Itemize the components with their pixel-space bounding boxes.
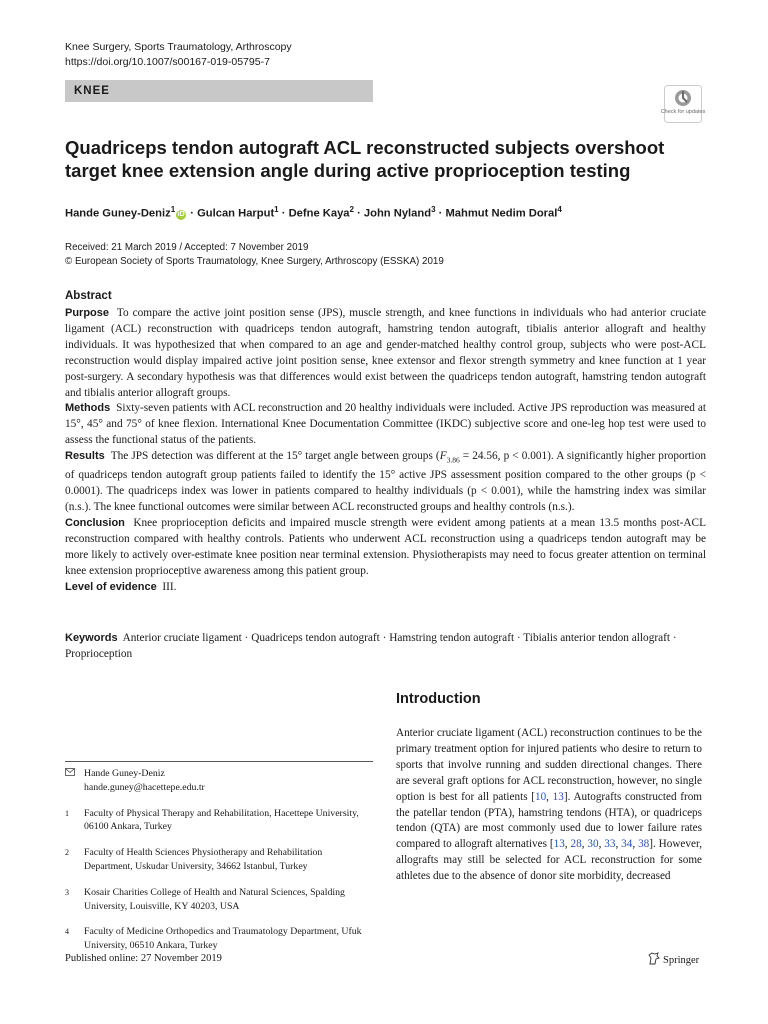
received-accepted: Received: 21 March 2019 / Accepted: 7 November 2019 <box>65 242 309 253</box>
conclusion-text: Knee proprioception deficits and impaired muscle strength were evident among patients at a mean 13.5 months post-ACL reconstruction compared with healthy controls. Patients who underwent ACL reconstruction using a quadriceps tendon autograft may be more likely to actively over-estimate knee position near terminal extension. Physiotherapists may need to focus greater attention on terminal knee extension proprioceptive awareness among this patient group. <box>65 517 706 577</box>
footnotes <box>65 767 370 965</box>
abstract-results <box>65 449 706 516</box>
corresponding-name: Hande Guney-Deniz <box>84 768 165 779</box>
affiliation-text: Faculty of Medicine Orthopedics and Traumatology Department, Ufuk University, 06510 Ankara, Turkey <box>84 926 362 952</box>
author-affiliation: 1 <box>274 205 279 214</box>
citation-link[interactable]: 38 <box>638 838 650 851</box>
orcid-icon[interactable]: iD <box>177 210 185 218</box>
affiliation <box>65 925 370 953</box>
author-name[interactable]: Gulcan Harput <box>197 207 275 220</box>
citation-link[interactable]: 13 <box>552 790 564 803</box>
author-name[interactable]: Mahmut Nedim Doral <box>445 207 558 220</box>
f-statistic: F <box>439 450 447 463</box>
purpose-text: To compare the active joint position sense (JPS), muscle strength, and knee functions in individuals who had anterior cruciate ligament (ACL) reconstruction with quadriceps tendon autograft, hamstring tendon autograft, tibialis anterior allograft and healthy individuals. It was hypothesized that when compared to an age and gender-matched healthy control group, subjects who were post-ACL reconstruction would display impaired active joint position sense, knee extensor and flexor strength symmetry and knee function at 1 year post-surgery. A secondary hypothesis was that differences would exist between the quadriceps tendon autograft, hamstring tendon autograft and tibialis anterior allograft groups. <box>65 307 706 399</box>
results-text-a: The JPS detection was different at the 15° target angle between groups ( <box>110 450 440 463</box>
keywords-label: Keywords <box>65 632 118 644</box>
citation-link[interactable]: 10 <box>534 790 547 803</box>
citation-link[interactable]: 34 <box>621 838 633 851</box>
journal-header <box>65 40 292 70</box>
corresponding-email[interactable]: hande.guney@hacettepe.edu.tr <box>84 781 205 793</box>
intro-text: ]. Autografts constructed from the patellar tendon (PTA), hamstring tendons (HTA), or quadriceps tendon (QTA) are most commonly used due to lower failure rates compared to allograft alternatives [ <box>396 790 703 851</box>
author-affiliation: 4 <box>557 205 562 214</box>
published-date: Published online: 27 November 2019 <box>65 953 222 964</box>
keywords <box>65 630 706 662</box>
conclusion-label: Conclusion <box>65 517 125 530</box>
affiliation-number: 2 <box>65 848 69 858</box>
envelope-icon <box>65 767 75 781</box>
section-band <box>65 80 373 102</box>
affiliation <box>65 886 370 914</box>
affiliation-text: Faculty of Physical Therapy and Rehabilitation, Hacettepe University, 06100 Ankara, Turkey <box>84 807 359 833</box>
abstract <box>65 306 706 596</box>
affiliation <box>65 807 370 835</box>
affiliation <box>65 846 370 874</box>
affiliation-number: 1 <box>65 808 69 818</box>
copyright: © European Society of Sports Traumatology, Knee Surgery, Arthroscopy (ESSKA) 2019 <box>65 256 444 267</box>
introduction-text: Anterior cruciate ligament (ACL) reconstruction continues to be the primary treatment option for injured patients who desire to return to sports that involve running and sudden directional changes. There are several graft options for ACL reconstruction, however, no single option is best for all patients [10, 13]. Autografts constructed from the patellar tendon (PTA), hamstring tendons (HTA), or quadriceps tendon (QTA) are most commonly used due to lower failure rates compared to allograft alternatives [13, 28, 30, 33, 34, 38]. However, allografts may still be selected for ACL reconstruction for some athletes due to the absence of donor site morbidity, decreased <box>396 727 703 883</box>
citation-link[interactable]: 13 <box>553 838 565 851</box>
footnote-divider <box>65 761 373 762</box>
citation-link[interactable]: 28 <box>570 838 582 851</box>
citation-link[interactable]: 30 <box>587 838 599 851</box>
citation-link[interactable]: 33 <box>604 838 616 851</box>
abstract-conclusion <box>65 516 706 580</box>
publication-dates <box>65 241 444 269</box>
section-label: KNEE <box>74 85 110 97</box>
paper-title: Quadriceps tendon autograft ACL reconstructed subjects overshoot target knee extension angle during active proprioception testing <box>65 137 665 181</box>
doi-link[interactable]: https://doi.org/10.1007/s00167-019-05795-7 <box>65 56 270 68</box>
keywords-text: Anterior cruciate ligament · Quadriceps tendon autograft · Hamstring tendon autograft · Tibialis anterior tendon allograft · Proprioception <box>65 632 677 660</box>
methods-text: Sixty-seven patients with ACL reconstruction and 20 healthy individuals were included. Active JPS reproduction was measured at 15°, 45° and 75° of knee flexion. International Knee Documentation Committee (IKDC) subjective score and one-leg hop test were used to assess the functional status of the patients. <box>65 402 706 447</box>
results-label: Results <box>65 450 105 463</box>
springer-horse-icon <box>648 952 660 968</box>
affiliation-text: Kosair Charities College of Health and Natural Sciences, Spalding University, Louisville, KY 40203, USA <box>84 886 345 912</box>
author-affiliation: 1 <box>170 205 176 214</box>
abstract-purpose <box>65 306 706 401</box>
purpose-label: Purpose <box>65 307 110 319</box>
author-name[interactable]: Hande Guney-Deniz <box>65 207 171 220</box>
intro-text: ]. However, allografts may still be selected for ACL reconstruction for some athletes due to the absence of donor site morbidity, decreased <box>396 838 703 883</box>
abstract-level <box>65 580 706 596</box>
publisher-name: Springer <box>663 955 700 966</box>
level-label: Level of evidence <box>65 580 157 593</box>
affiliation-number: 3 <box>65 887 69 897</box>
methods-label: Methods <box>65 402 111 415</box>
author-affiliation: 3 <box>431 205 436 214</box>
author-affiliation: 2 <box>349 205 354 214</box>
corresponding-author <box>65 767 370 795</box>
author-list: Hande Guney-Deniz$^1$iD · Gulcan Harput$^1$ · Defne Kaya$^2$ · John Nyland$^3$ · Mahmut Nedim Doral$^4$ <box>65 205 562 220</box>
author-name[interactable]: Defne Kaya <box>288 207 350 220</box>
journal-name: Knee Surgery, Sports Traumatology, Arthroscopy <box>65 41 292 53</box>
affiliation-number: 4 <box>65 927 69 937</box>
abstract-title: Abstract <box>65 290 112 302</box>
f-subscript: 3.86 <box>446 455 460 465</box>
crossmark-icon <box>660 85 706 123</box>
intro-text: Anterior cruciate ligament (ACL) reconstruction continues to be the primary treatment option for injured patients who desire to return to sports that involve running and sudden directional changes. There are several graft options for ACL reconstruction, however, no single option is best for all patients [ <box>396 727 702 803</box>
introduction-heading: Introduction <box>396 691 481 707</box>
crossmark-text: Check for updates <box>660 109 706 115</box>
check-for-updates-badge[interactable] <box>660 85 706 123</box>
level-text: III. <box>162 580 177 593</box>
affiliation-text: Faculty of Health Sciences Physiotherapy and Rehabilitation Department, Uskudar University, 34662 Istanbul, Turkey <box>84 847 323 872</box>
springer-logo <box>648 952 699 968</box>
author-name[interactable]: John Nyland <box>363 207 432 220</box>
abstract-methods <box>65 401 706 449</box>
results-text-b: = 24.56, p < 0.001). A significantly higher proportion of quadriceps tendon autograft group patients failed to identify the 15° active JPS assessment position compared to the other groups (p < 0.0001). The quadriceps index was lower in patients compared to healthy individuals (p < 0.001), while the hamstring index was similar (n.s.). The knee functional outcomes were similar between ACL reconstructed groups and healthy controls (n.s.). <box>65 450 706 514</box>
